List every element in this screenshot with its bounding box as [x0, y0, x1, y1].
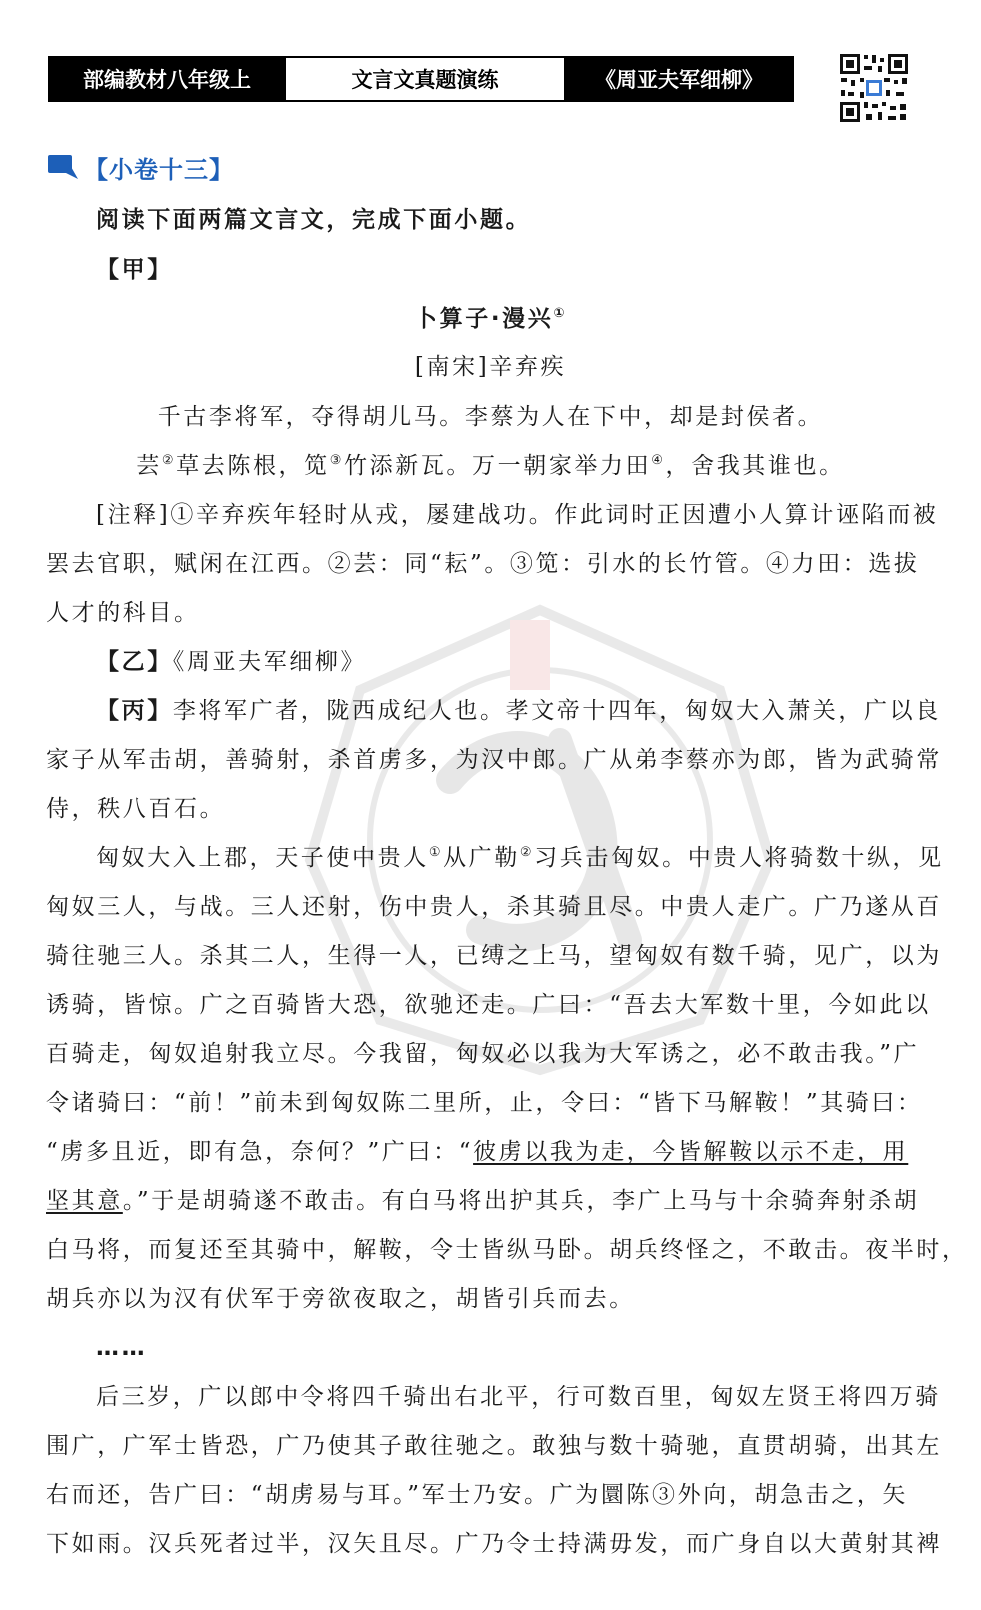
header-topic: 文言文真题演练: [284, 58, 566, 100]
bing-line: 下如雨。汉兵死者过半，汉矢且尽。广乃令士持满毋发，而广身自以大黄射其裨: [46, 1531, 942, 1557]
bing-line: 匈奴三人，与战。三人还射，伤中贵人，杀其骑且尽。中贵人走广。广乃遂从百: [46, 894, 942, 920]
header-bar: [48, 56, 794, 102]
label-yi: 【乙】《周亚夫军细柳》: [96, 649, 367, 675]
bing-line: 匈奴大入上郡，天子使中贵人①从广勒②习兵击匈奴。中贵人将骑数十纵，见: [96, 845, 944, 871]
bing-line: 侍，秩八百石。: [46, 796, 226, 822]
header-lesson: 《周亚夫军细柳》: [566, 58, 792, 100]
poem-line-1: 千古李将军，夺得胡儿马。李蔡为人在下中，却是封侯者。: [157, 404, 824, 430]
poem-title: 卜算子·漫兴①: [414, 306, 567, 332]
label-jia: 【甲】: [96, 257, 173, 283]
poem-line-2: 芸②草去陈根，笕③竹添新瓦。万一朝家举力田④，舍我其谁也。: [136, 453, 845, 479]
bing-line: 白马将，而复还至其骑中，解鞍，令士皆纵马卧。胡兵终怪之，不敢击。夜半时，: [46, 1237, 968, 1263]
qr-code-icon: [838, 52, 910, 124]
note-line: 人才的科目。: [46, 600, 200, 626]
bing-line: 诱骑，皆惊。广之百骑皆大恐，欲驰还走。广曰：“吾去大军数十里，今如此以: [46, 992, 931, 1018]
note-line: [注释]①辛弃疾年轻时从戎，屡建战功。作此词时正因遭小人算计诬陷而被: [96, 502, 939, 528]
bing-line: 胡兵亦以为汉有伏军于旁欲夜取之，胡皆引兵而去。: [46, 1286, 635, 1312]
bing-line: 围广，广军士皆恐，广乃使其子敢往驰之。敢独与数十骑驰，直贯胡骑，出其左: [46, 1433, 942, 1459]
flag-icon: [48, 155, 78, 181]
bing-line: 【丙】李将军广者，陇西成纪人也。孝文帝十四年，匈奴大入萧关，广以良: [96, 698, 941, 724]
underlined-sentence: 彼虏以我为走，今皆解鞍以示不走，用: [473, 1139, 909, 1165]
ellipsis: ……: [96, 1335, 148, 1361]
bing-line: 令诸骑曰：“前！”前未到匈奴陈二里所，止，令曰：“皆下马解鞍！”其骑曰：: [46, 1090, 923, 1116]
bing-line: 家子从军击胡，善骑射，杀首虏多，为汉中郎。广从弟李蔡亦为郎，皆为武骑常: [46, 747, 942, 773]
section-heading: [48, 150, 234, 185]
section-title: 【小卷十三】: [84, 156, 234, 184]
note-line: 罢去官职，赋闲在江西。②芸：同“耘”。③笕：引水的长竹管。④力田：选拔: [46, 551, 920, 577]
bing-line: 坚其意。”于是胡骑遂不敢击。有白马将出护其兵，李广上马与十余骑奔射杀胡: [46, 1188, 920, 1214]
underlined-sentence: 坚其意: [46, 1188, 123, 1214]
header-textbook: 部编教材八年级上: [50, 58, 284, 100]
bing-line: 右而还，告广曰：“胡虏易与耳。”军士乃安。广为圜陈③外向，胡急击之，矢: [46, 1482, 909, 1508]
bing-line: 后三岁，广以郎中令将四千骑出右北平，行可数百里，匈奴左贤王将四万骑: [96, 1384, 941, 1410]
bing-line: “虏多且近，即有急，奈何？”广曰：“彼虏以我为走，今皆解鞍以示不走，用: [46, 1139, 909, 1165]
instruction: 阅读下面两篇文言文，完成下面小题。: [96, 207, 532, 233]
bing-line: 骑往驰三人。杀其二人，生得一人，已缚之上马，望匈奴有数千骑，见广，以为: [46, 943, 942, 969]
poem-author: [南宋]辛弃疾: [414, 354, 567, 380]
bing-line: 百骑走，匈奴追射我立尽。今我留，匈奴必以我为大军诱之，必不敢击我。”广: [46, 1041, 920, 1067]
